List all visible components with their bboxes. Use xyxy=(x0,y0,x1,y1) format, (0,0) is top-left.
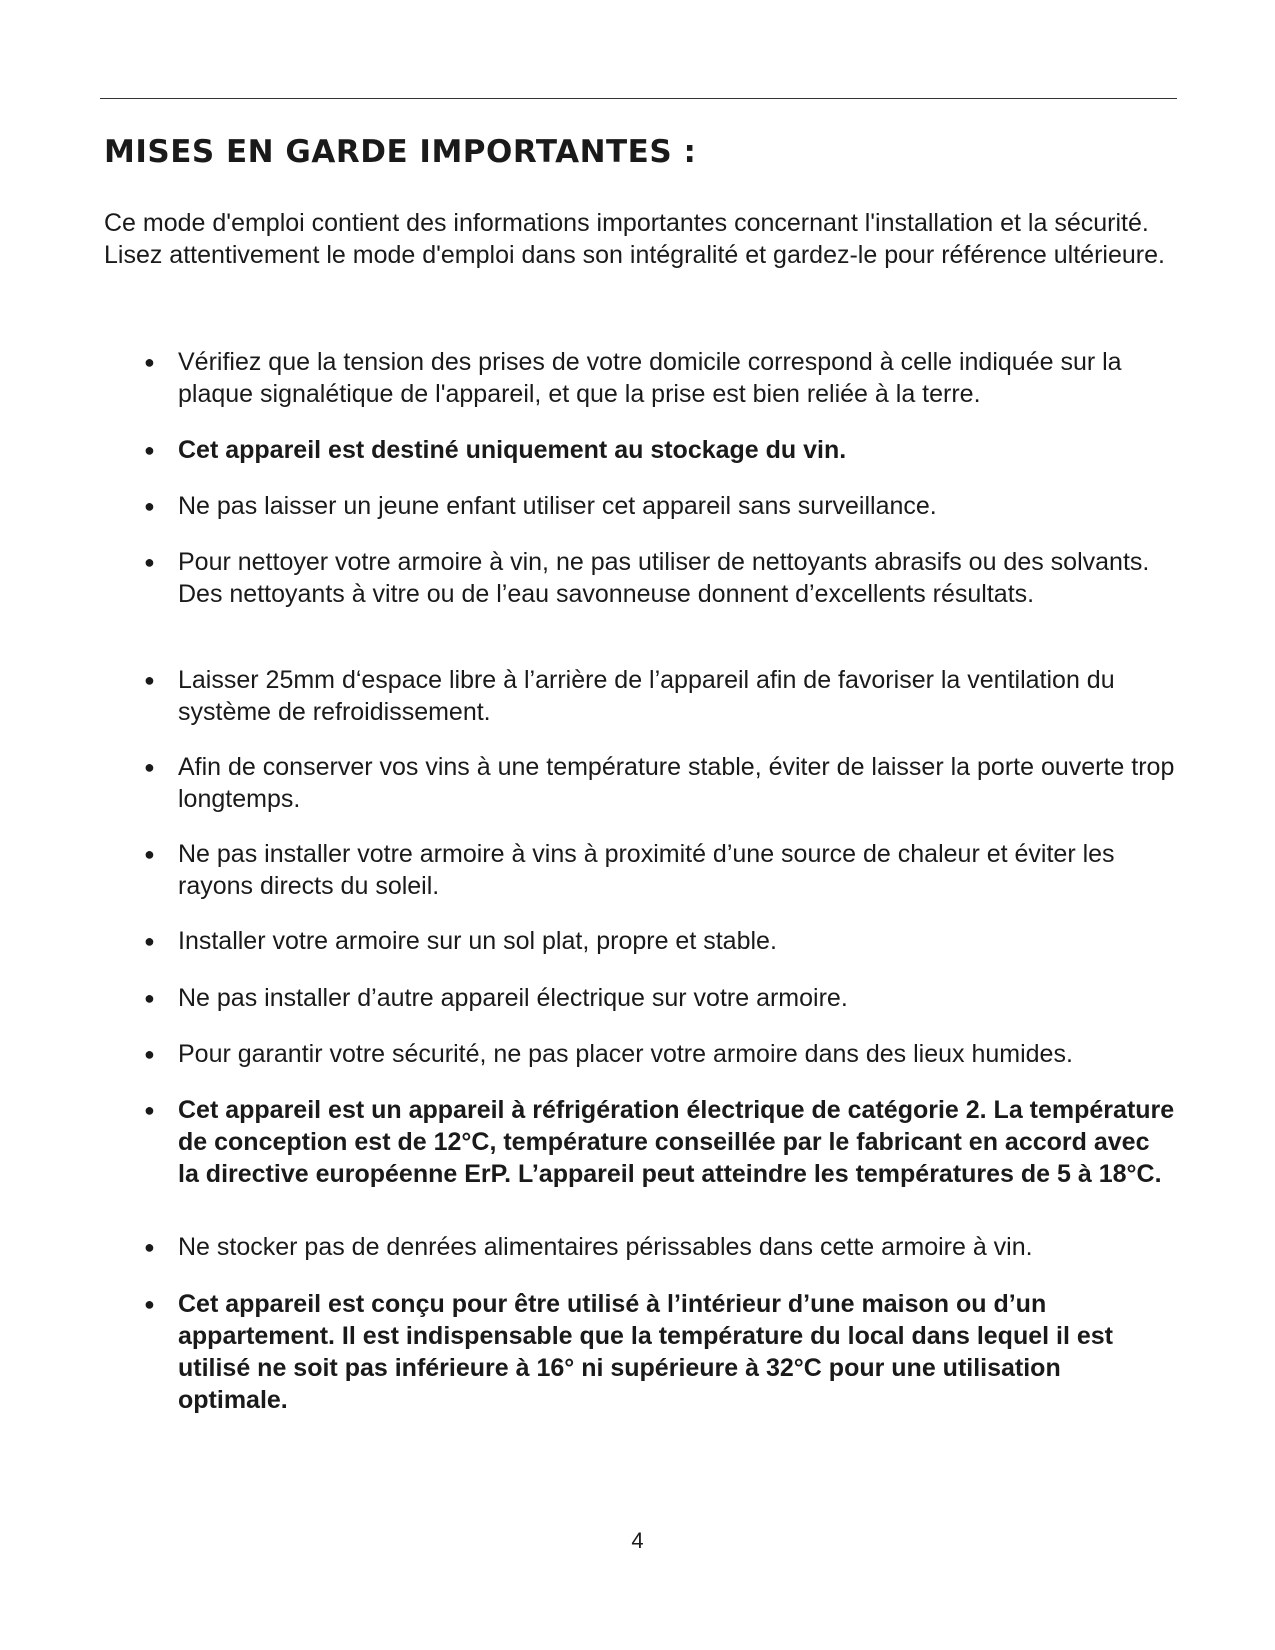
warning-text: Afin de conserver vos vins à une température stable, éviter de laisser la porte ouverte trop longtemps. xyxy=(178,753,1175,813)
warning-text: Cet appareil est un appareil à réfrigération électrique de catégorie 2. La température de conception est de 12°C, température conseillée par le fabricant en accord avec la directive européenne ErP. L’appareil peut atteindre les températures de 5 à 18°C. xyxy=(178,1096,1175,1188)
intro-line-1: Ce mode d'emploi contient des informations importantes concernant l'installation et la sécurité. xyxy=(104,209,1149,237)
bullet-icon: ● xyxy=(144,1294,155,1314)
warning-text: Pour garantir votre sécurité, ne pas placer votre armoire dans des lieux humides. xyxy=(178,1040,1073,1068)
warning-item-heat xyxy=(144,838,1176,902)
warning-text: Vérifiez que la tension des prises de votre domicile correspond à celle indiquée sur la plaque signalétique de l'appareil, et que la prise est bien reliée à la terre. xyxy=(178,348,1122,408)
bullet-icon: ● xyxy=(144,757,155,777)
bullet-icon: ● xyxy=(144,670,155,690)
intro-line-2: Lisez attentivement le mode d'emploi dans son intégralité et gardez-le pour référence ultérieure. xyxy=(104,241,1165,269)
warning-item-floor xyxy=(144,925,1176,957)
bullet-icon: ● xyxy=(144,352,155,372)
bullet-icon: ● xyxy=(144,844,155,864)
bullet-icon: ● xyxy=(144,931,155,951)
warning-item-other-appliance xyxy=(144,982,1176,1014)
page-number: 4 xyxy=(631,1528,644,1553)
bullet-icon: ● xyxy=(144,1100,155,1120)
bullet-icon: ● xyxy=(144,988,155,1008)
bullet-icon: ● xyxy=(144,552,155,572)
warning-item-humidity xyxy=(144,1038,1176,1070)
warning-item-food xyxy=(144,1231,1176,1263)
page-title: MISES EN GARDE IMPORTANTES : xyxy=(104,134,697,170)
warning-item-door xyxy=(144,751,1176,815)
bullet-icon: ● xyxy=(144,1044,155,1064)
warning-text: Cet appareil est destiné uniquement au stockage du vin. xyxy=(178,436,847,464)
warning-text: Ne pas installer votre armoire à vins à proximité d’une source de chaleur et éviter les rayons directs du soleil. xyxy=(178,840,1115,900)
warning-text: Installer votre armoire sur un sol plat, propre et stable. xyxy=(178,927,777,955)
warning-text: Ne pas installer d’autre appareil électrique sur votre armoire. xyxy=(178,984,848,1012)
header-rule xyxy=(100,98,1177,99)
warning-item-cleaning xyxy=(144,546,1176,610)
warning-item-category xyxy=(144,1094,1176,1190)
warning-item-indoor-use xyxy=(144,1288,1176,1416)
warning-item-wine-only xyxy=(144,434,1176,466)
intro-paragraph xyxy=(104,207,1176,271)
bullet-icon: ● xyxy=(144,1237,155,1257)
warning-item-voltage xyxy=(144,346,1176,410)
warning-item-ventilation xyxy=(144,664,1176,728)
bullet-icon: ● xyxy=(144,440,155,460)
warning-item-children xyxy=(144,490,1176,522)
warning-text: Pour nettoyer votre armoire à vin, ne pas utiliser de nettoyants abrasifs ou des solvants. Des nettoyants à vitre ou de l’eau savonneuse donnent d’excellents résultats. xyxy=(178,548,1150,608)
warning-text: Cet appareil est conçu pour être utilisé à l’intérieur d’une maison ou d’un appartement. Il est indispensable que la température du local dans lequel il est utilisé ne soit pas inférieure à 16° ni supérieure à 32°C pour une utilisation optimale. xyxy=(178,1290,1113,1414)
bullet-icon: ● xyxy=(144,496,155,516)
warning-text: Ne stocker pas de denrées alimentaires périssables dans cette armoire à vin. xyxy=(178,1233,1033,1261)
warning-text: Laisser 25mm d‘espace libre à l’arrière de l’appareil afin de favoriser la ventilation du système de refroidissement. xyxy=(178,666,1115,726)
warning-text: Ne pas laisser un jeune enfant utiliser cet appareil sans surveillance. xyxy=(178,492,937,520)
